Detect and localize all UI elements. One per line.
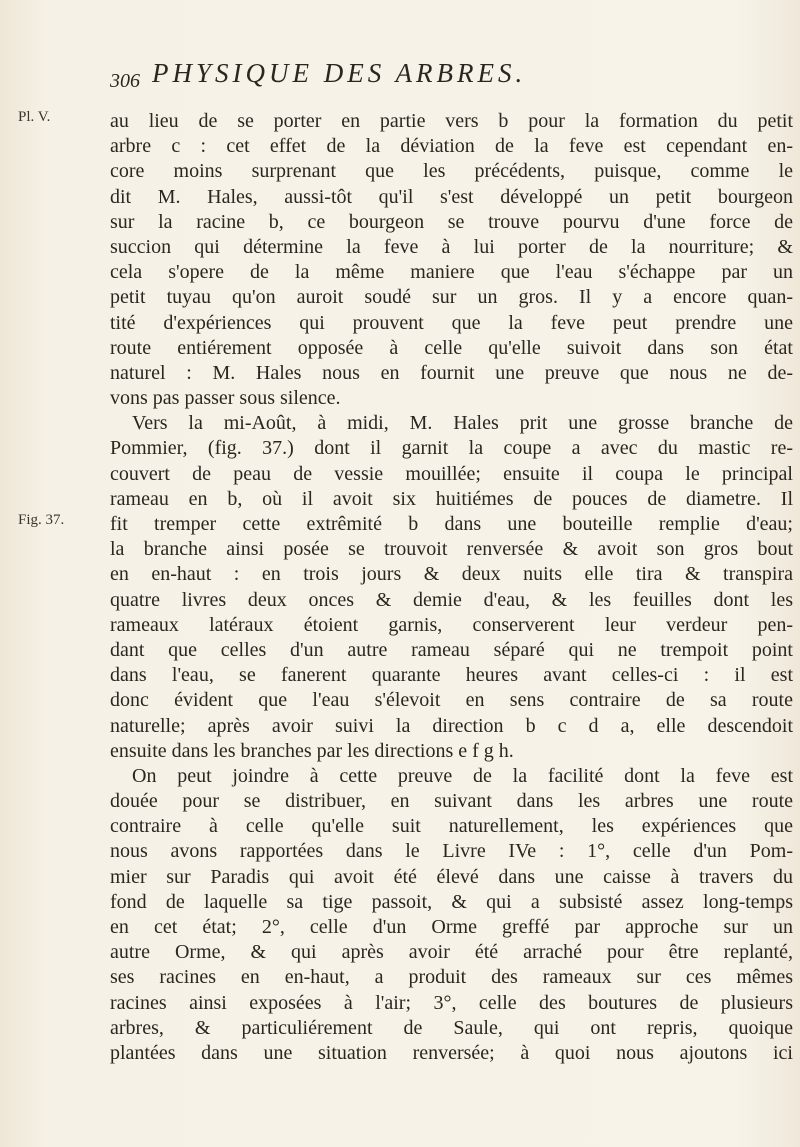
text-line: au lieu de se porter en partie vers b pour la formation du petit — [110, 110, 793, 132]
text-line: succion qui détermine la feve à lui porter de la nourriture; & — [110, 235, 793, 258]
text-line: rameaux latéraux étoient garnis, conserverent leur verdeur pen- — [110, 613, 793, 636]
text-line: fond de laquelle sa tige passoit, & qui a subsisté assez long-temps — [110, 890, 793, 913]
text-line: quatre livres deux onces & demie d'eau, & les feuilles dont les — [110, 588, 793, 611]
text-line: mier sur Paradis qui avoit été élevé dans une caisse à travers du — [110, 865, 793, 888]
text-line: en cet état; 2°, celle d'un Orme greffé par approche sur un — [110, 916, 793, 938]
text-line: racines ainsi exposées à l'air; 3°, celle des boutures de plusieurs — [110, 991, 793, 1014]
page-number: 306 — [110, 70, 140, 92]
text-line: douée pour se distribuer, en suivant dans les arbres une route — [110, 790, 793, 813]
text-line: petit tuyau qu'on auroit soudé sur un gros. Il y a encore quan- — [110, 286, 793, 309]
text-line: rameau en b, où il avoit six huitiémes de pouces de diametre. Il — [110, 487, 793, 510]
margin-note-figure: Fig. 37. — [18, 512, 65, 528]
text-line: vons pas passer sous silence. — [110, 387, 341, 410]
text-line: dit M. Hales, aussi-tôt qu'il s'est développé un petit bourgeon — [110, 185, 793, 208]
paragraph-start-line: Vers la mi-Août, à midi, M. Hales prit une grosse branche de — [132, 412, 793, 435]
text-line: route entiérement opposée à celle qu'elle suivoit dans son état — [110, 336, 793, 359]
text-line: naturelle; après avoir suivi la direction b c d a, elle descendoit — [110, 714, 793, 737]
paragraph-start-line: On peut joindre à cette preuve de la facilité dont la feve est — [132, 764, 793, 787]
text-line: autre Orme, & qui après avoir été arraché pour être replanté, — [110, 941, 793, 964]
text-line: dans l'eau, se fanerent quarante heures avant celles-ci : il est — [110, 664, 793, 687]
text-line: fit tremper cette extrêmité b dans une bouteille remplie d'eau; — [110, 513, 793, 535]
page-header — [110, 58, 790, 98]
text-line: arbres, & particuliérement de Saule, qui ont repris, quoique — [110, 1016, 793, 1039]
text-line: donc évident que l'eau s'élevoit en sens contraire de sa route — [110, 689, 793, 712]
running-title: PHYSIQUE DES ARBRES. — [152, 58, 527, 88]
body-text — [110, 109, 793, 1066]
text-line: naturel : M. Hales nous en fournit une preuve que nous ne de- — [110, 361, 793, 384]
text-line: contraire à celle qu'elle suit naturellement, les expériences que — [110, 815, 793, 838]
text-line: ensuite dans les branches par les directions e f g h. — [110, 739, 514, 762]
text-line: ses racines en en-haut, a produit des rameaux sur ces mêmes — [110, 966, 793, 989]
text-line: dant que celles d'un autre rameau séparé qui ne trempoit point — [110, 638, 793, 661]
text-line: la branche ainsi posée se trouvoit renversée & avoit son gros bout — [110, 538, 793, 561]
text-line: sur la racine b, ce bourgeon se trouve pourvu d'une force de — [110, 210, 793, 233]
text-line: nous avons rapportées dans le Livre IVe : 1°, celle d'un Pom- — [110, 840, 793, 863]
text-line: en en-haut : en trois jours & deux nuits elle tira & transpira — [110, 563, 793, 586]
text-line: tité d'expériences qui prouvent que la feve peut prendre une — [110, 311, 793, 334]
margin-note-plate: Pl. V. — [18, 109, 51, 125]
text-line: Pommier, (fig. 37.) dont il garnit la coupe a avec du mastic re- — [110, 437, 793, 460]
text-line: plantées dans une situation renversée; à quoi nous ajoutons ici — [110, 1041, 793, 1064]
text-line: core moins surprenant que les précédents, puisque, comme le — [110, 160, 793, 183]
text-line: arbre c : cet effet de la déviation de la feve est cependant en- — [110, 135, 793, 158]
text-line: couvert de peau de vessie mouillée; ensuite il coupa le principal — [110, 462, 793, 485]
text-line: cela s'opere de la même maniere que l'eau s'échappe par un — [110, 261, 793, 284]
